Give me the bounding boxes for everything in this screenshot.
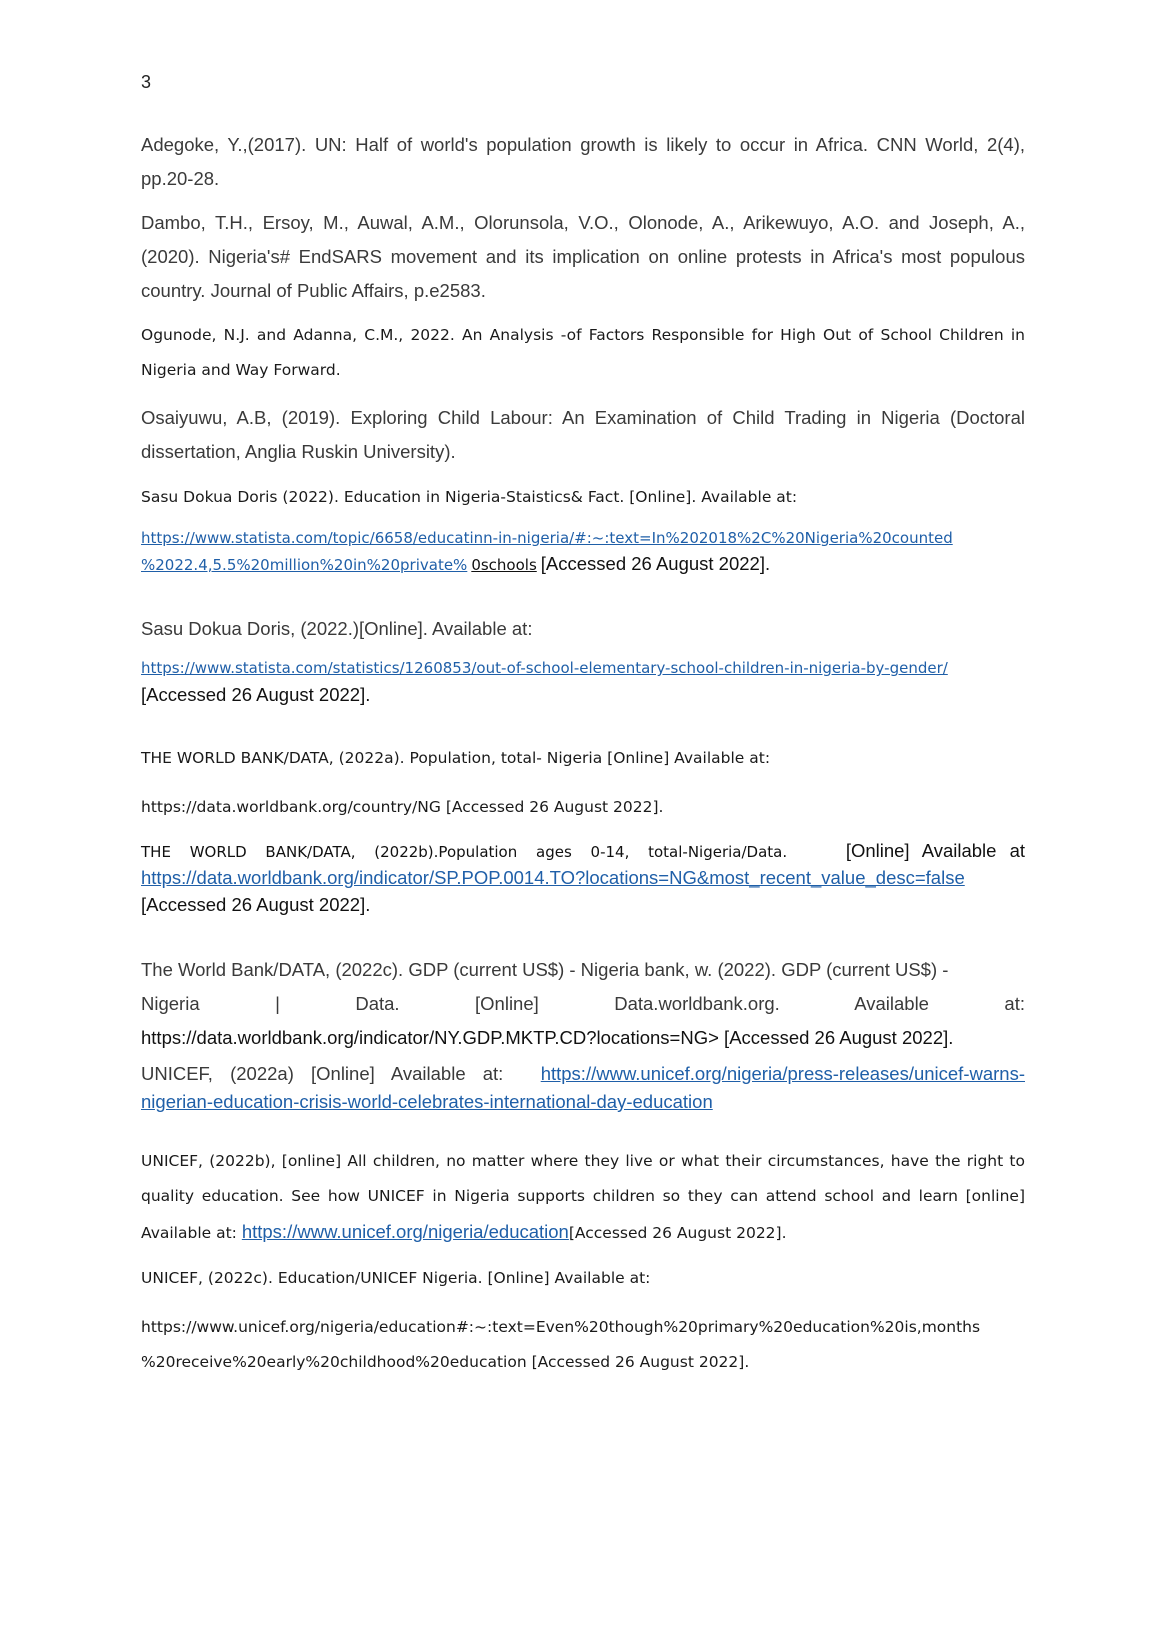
reference-worldbank-2022c-line2: Nigeria | Data. [Online] Data.worldbank.org. Available at:: [141, 993, 1025, 1014]
unicef-press-release-link-continued[interactable]: nigerian-education-crisis-world-celebrates-international-day-education: [141, 1091, 713, 1112]
reference-worldbank-2022b: [141, 840, 1025, 916]
reference-osaiyuwu: Osaiyuwu, A.B, (2019). Exploring Child Labour: An Examination of Child Trading in Nigeria (Doctoral dissertation, Anglia Ruskin University).: [141, 407, 1025, 462]
reference-worldbank-url: https://data.worldbank.org/country/NG [Accessed 26 August 2022].: [141, 798, 664, 816]
reference-unicef-2022b: [141, 1144, 1025, 1251]
accessed-date: [Accessed 26 August 2022].: [141, 894, 371, 915]
unicef-press-release-link[interactable]: https://www.unicef.org/nigeria/press-releases/unicef-warns-: [540, 1063, 1025, 1084]
reference-unicef-url: [141, 1310, 1025, 1380]
reference-sasu-online: Sasu Dokua Doris, (2022.)[Online]. Available at:: [141, 618, 533, 639]
reference-sasu-links: [141, 529, 1025, 575]
unicef-education-link[interactable]: https://www.unicef.org/nigeria/education: [241, 1221, 569, 1242]
accessed-date: [Accessed 26 August 2022].: [141, 684, 371, 705]
reference-worldbank-2022b-title: THE WORLD BANK/DATA, (2022b).Population ages 0-14, total-Nigeria/Data.: [141, 843, 788, 861]
page-number: 3: [141, 72, 152, 92]
reference-unicef-url-line2: %20receive%20early%20childhood%20education [Accessed 26 August 2022].: [141, 1353, 750, 1371]
statista-topic-link-continued[interactable]: %2022.4,5.5%20million%20in%20private%: [141, 556, 468, 574]
accessed-date: [Accessed 26 August 2022].: [568, 1224, 787, 1242]
reference-unicef-2022a: [141, 1063, 1025, 1113]
reference-worldbank-2022a: THE WORLD BANK/DATA, (2022a). Population, total- Nigeria [Online] Available at:: [141, 749, 771, 767]
accessed-date: [Accessed 26 August 2022].: [540, 553, 771, 574]
reference-unicef-2022c: UNICEF, (2022c). Education/UNICEF Nigeria. [Online] Available at:: [141, 1269, 651, 1287]
reference-worldbank-2022c-line1: The World Bank/DATA, (2022c). GDP (current US$) - Nigeria bank, w. (2022). GDP (current US$) -: [141, 959, 949, 980]
reference-unicef-2022a-label: UNICEF, (2022a) [Online] Available at:: [141, 1063, 504, 1084]
reference-unicef-url-line1: https://www.unicef.org/nigeria/education#:~:text=Even%20though%20primary%20education%20is,months: [141, 1318, 981, 1336]
statista-gender-link[interactable]: https://www.statista.com/statistics/1260853/out-of-school-elementary-school-children-in-nigeria-by-gender/: [141, 659, 948, 677]
reference-unicef-2022b-text: UNICEF, (2022b), [online] All children, no matter where they live or what their circumstances, have the right to quality education. See how UNICEF in Nigeria supports children so they can attend school and learn [online] Available at:: [141, 1152, 1025, 1242]
reference-ogunode: Ogunode, N.J. and Adanna, C.M., 2022. An Analysis -of Factors Responsible for High Out of School Children in Nigeria and Way Forward.: [141, 326, 1025, 379]
worldbank-population-link[interactable]: https://data.worldbank.org/indicator/SP.POP.0014.TO?locations=NG&most_recent_value_desc=false: [141, 867, 965, 888]
link-tail-text: 0schools: [471, 556, 537, 574]
reference-statista-gender: [141, 659, 1025, 706]
reference-worldbank-2022b-online: [Online] Available at: [845, 840, 1025, 861]
reference-worldbank-2022c-line3: https://data.worldbank.org/indicator/NY.GDP.MKTP.CD?locations=NG> [Accessed 26 August 2022].: [141, 1027, 954, 1048]
reference-adegoke: Adegoke, Y.,(2017). UN: Half of world's population growth is likely to occur in Africa. CNN World, 2(4), pp.20-28.: [141, 134, 1025, 189]
reference-worldbank-2022c: [141, 953, 1025, 1055]
reference-dambo: Dambo, T.H., Ersoy, M., Auwal, A.M., Olorunsola, V.O., Olonode, A., Arikewuyo, A.O. and Joseph, A., (2020). Nigeria's# EndSARS movement and its implication on online protests in Africa's most populous country. Journal of Public Affairs, p.e2583.: [141, 212, 1025, 301]
reference-sasu-2022: Sasu Dokua Doris (2022). Education in Nigeria-Staistics& Fact. [Online]. Available at:: [141, 488, 798, 506]
statista-topic-link[interactable]: https://www.statista.com/topic/6658/educatinn-in-nigeria/#:~:text=In%202018%2C%20Nigeria%20counted: [141, 529, 953, 547]
